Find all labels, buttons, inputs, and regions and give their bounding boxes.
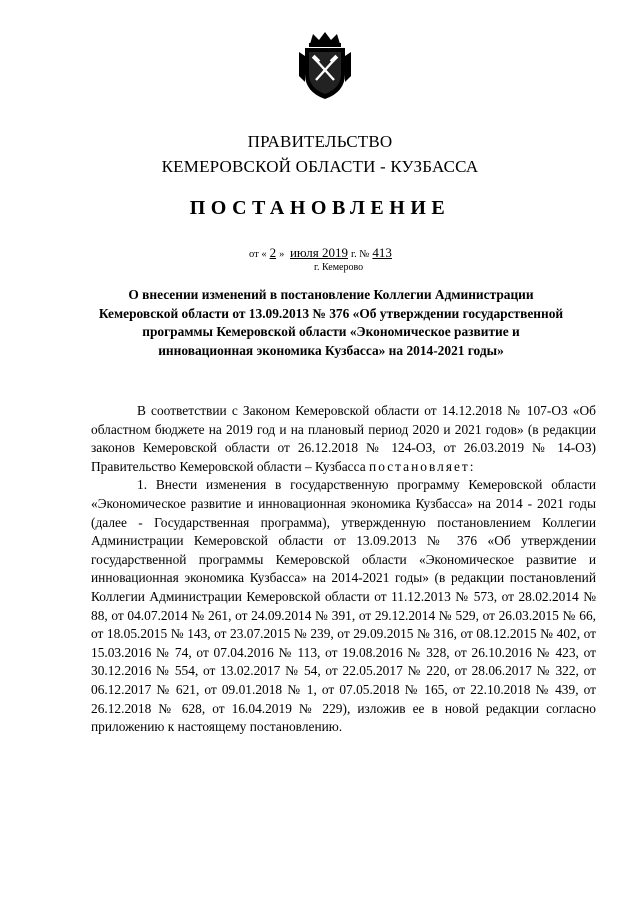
document-number: 413	[372, 245, 392, 260]
document-body	[91, 402, 596, 737]
date-prefix: от «	[249, 249, 267, 260]
preamble-text: В соответствии с Законом Кемеровской области от 14.12.2018 № 107-ОЗ «Об областном бюджете на 2019 год и на плановый период 2020 и 2021 годов» (в редакции законов Кемеровской области от 26.12.2018 № 124-ОЗ, от 26.03.2019 № 14-ОЗ) Правительство Кемеровской области – Кузбасса	[91, 403, 596, 474]
resolves-word: постановляет:	[369, 458, 476, 474]
organization-line-2: КЕМЕРОВСКОЙ ОБЛАСТИ - КУЗБАССА	[161, 157, 479, 176]
paragraph-preamble	[91, 402, 596, 476]
organization-line-1: ПРАВИТЕЛЬСТВО	[247, 132, 393, 151]
date-year-suffix: г.	[351, 249, 357, 260]
coat-of-arms-icon	[296, 30, 354, 102]
paragraph-item-1: 1. Внести изменения в государственную программу Кемеровской области «Экономическое развитие и инновационная экономика Кузбасса» на 2014 - 2021 годы (далее - Государственная программа), утвержденную постановлением Коллегии Администрации Кемеровской области от 13.09.2013 № 376 «Об утверждении государственной программы Кемеровской области «Экономическое развитие и инновационная экономика Кузбасса» на 2014-2021 годы» (в редакции постановлений Коллегии Администрации Кемеровской области от 11.12.2013 № 573, от 28.02.2014 № 88, от 04.07.2014 № 261, от 24.09.2014 № 391, от 29.12.2014 № 529, от 26.03.2015 № 66, от 18.05.2015 № 143, от 23.07.2015 № 239, от 29.09.2015 № 316, от 08.12.2015 № 402, от 15.03.2016 № 74, от 07.04.2016 № 113, от 19.08.2016 № 328, от 26.10.2016 № 423, от 30.12.2016 № 554, от 13.02.2017 № 54, от 22.05.2017 № 220, от 28.06.2017 № 322, от 06.12.2017 № 621, от 09.01.2018 № 1, от 07.05.2018 № 165, от 22.10.2018 № 439, от 26.12.2018 № 628, от 16.04.2019 № 229), изложив ее в новой редакции согласно приложению к настоящему постановлению.	[91, 477, 596, 735]
date-day-close: »	[279, 249, 285, 260]
document-title: О внесении изменений в постановление Коллегии Администрации Кемеровской области от 13.09.2013 № 376 «Об утверждении государственной программы Кемеровской области «Экономическое развитие и инновационная экономика Кузбасса» на 2014-2021 годы»	[98, 287, 564, 358]
city-label: г. Кемерово	[314, 262, 364, 273]
date-day: 2	[269, 245, 277, 260]
date-number-line	[249, 245, 395, 261]
document-type-heading: ПОСТАНОВЛЕНИЕ	[189, 197, 451, 219]
number-label: №	[359, 249, 370, 260]
date-month-year: июля 2019	[289, 245, 349, 260]
